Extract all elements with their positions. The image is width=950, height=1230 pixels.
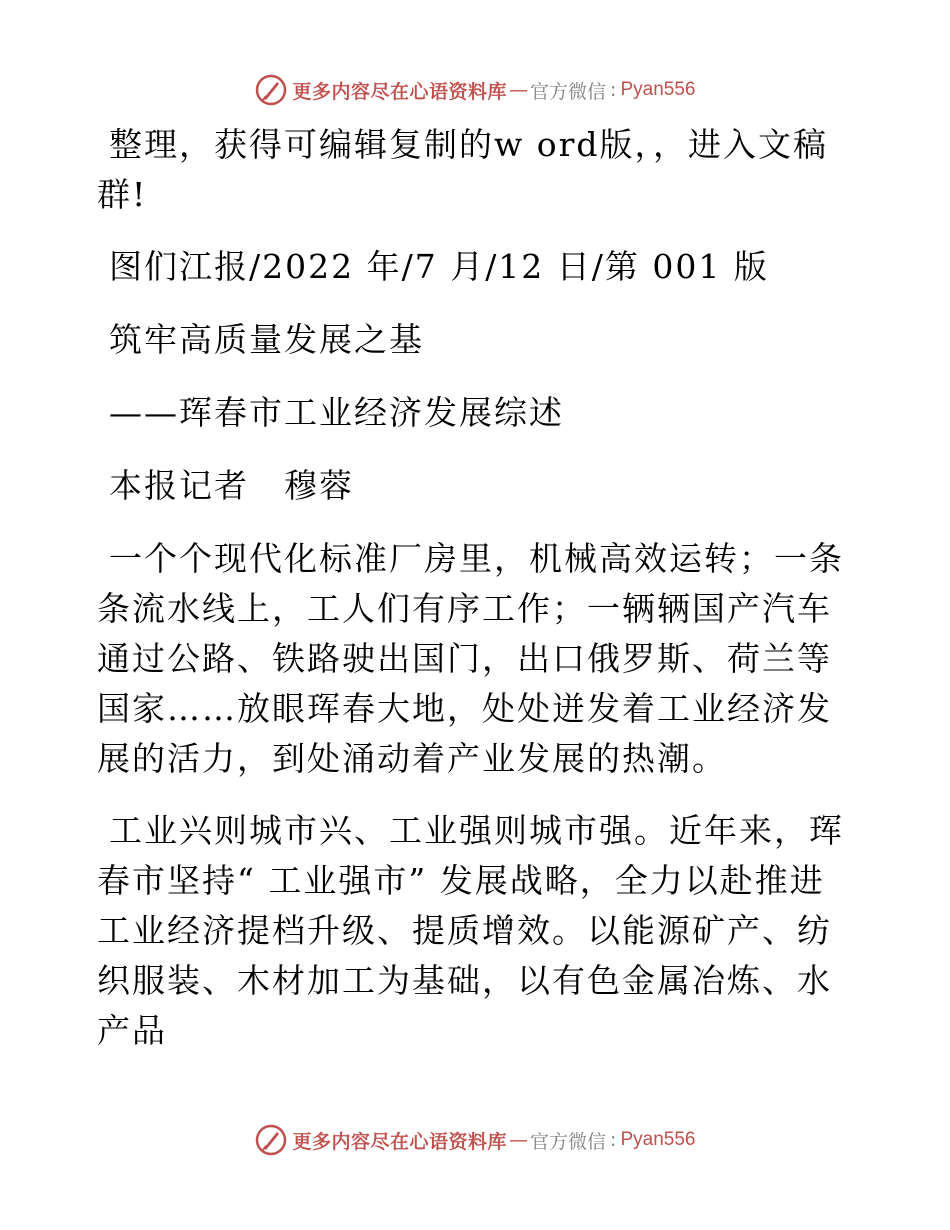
body-paragraph: 一个个现代化标准厂房里，机械高效运转；一条条流水线上，工人们有序工作；一辆辆国产汽车通过公路、铁路驶出国门，出口俄罗斯、荷兰等国家……放眼珲春大地，处处迸发着工业经济发展的活力，到处涌动着产业发展的热潮。 bbox=[97, 539, 844, 778]
banner-dash: — bbox=[509, 1129, 529, 1151]
quill-logo-icon bbox=[255, 1124, 287, 1156]
official-wechat-label: 官方微信 bbox=[530, 1130, 607, 1153]
body-paragraph: 工业兴则城市兴、工业强则城市强。近年来，珲春市坚持“ 工业强市” 发展战略，全力以赴推进工业经济提档升级、提质增效。以能源矿产、纺织服装、木材加工为基础，以有色金属冶炼、水产品 bbox=[97, 811, 844, 1050]
wechat-handle: Pyan556 bbox=[620, 79, 696, 100]
official-wechat-label: 官方微信 bbox=[530, 80, 607, 103]
article-subtitle: ——珲春市工业经济发展综述 bbox=[109, 393, 564, 432]
article-title: 筑牢高质量发展之基 bbox=[109, 320, 424, 359]
intro-paragraph: 整理，获得可编辑复制的w ord版，，进入文稿群! bbox=[97, 125, 829, 214]
byline: 本报记者 穆蓉 bbox=[109, 466, 354, 505]
watermark-header bbox=[0, 72, 950, 108]
brand-text: 更多内容尽在心语资料库 bbox=[292, 80, 508, 103]
quill-logo-icon bbox=[255, 74, 287, 106]
source-line: 图们江报/2022 年/7 月/12 日/第 001 版 bbox=[109, 247, 769, 286]
banner-dash: — bbox=[509, 79, 529, 101]
document-body bbox=[97, 120, 857, 1078]
watermark-footer bbox=[0, 1122, 950, 1158]
wechat-handle: Pyan556 bbox=[620, 1129, 696, 1150]
brand-text: 更多内容尽在心语资料库 bbox=[292, 1130, 508, 1153]
banner-separator: : bbox=[610, 79, 617, 101]
banner-separator: : bbox=[610, 1129, 617, 1151]
